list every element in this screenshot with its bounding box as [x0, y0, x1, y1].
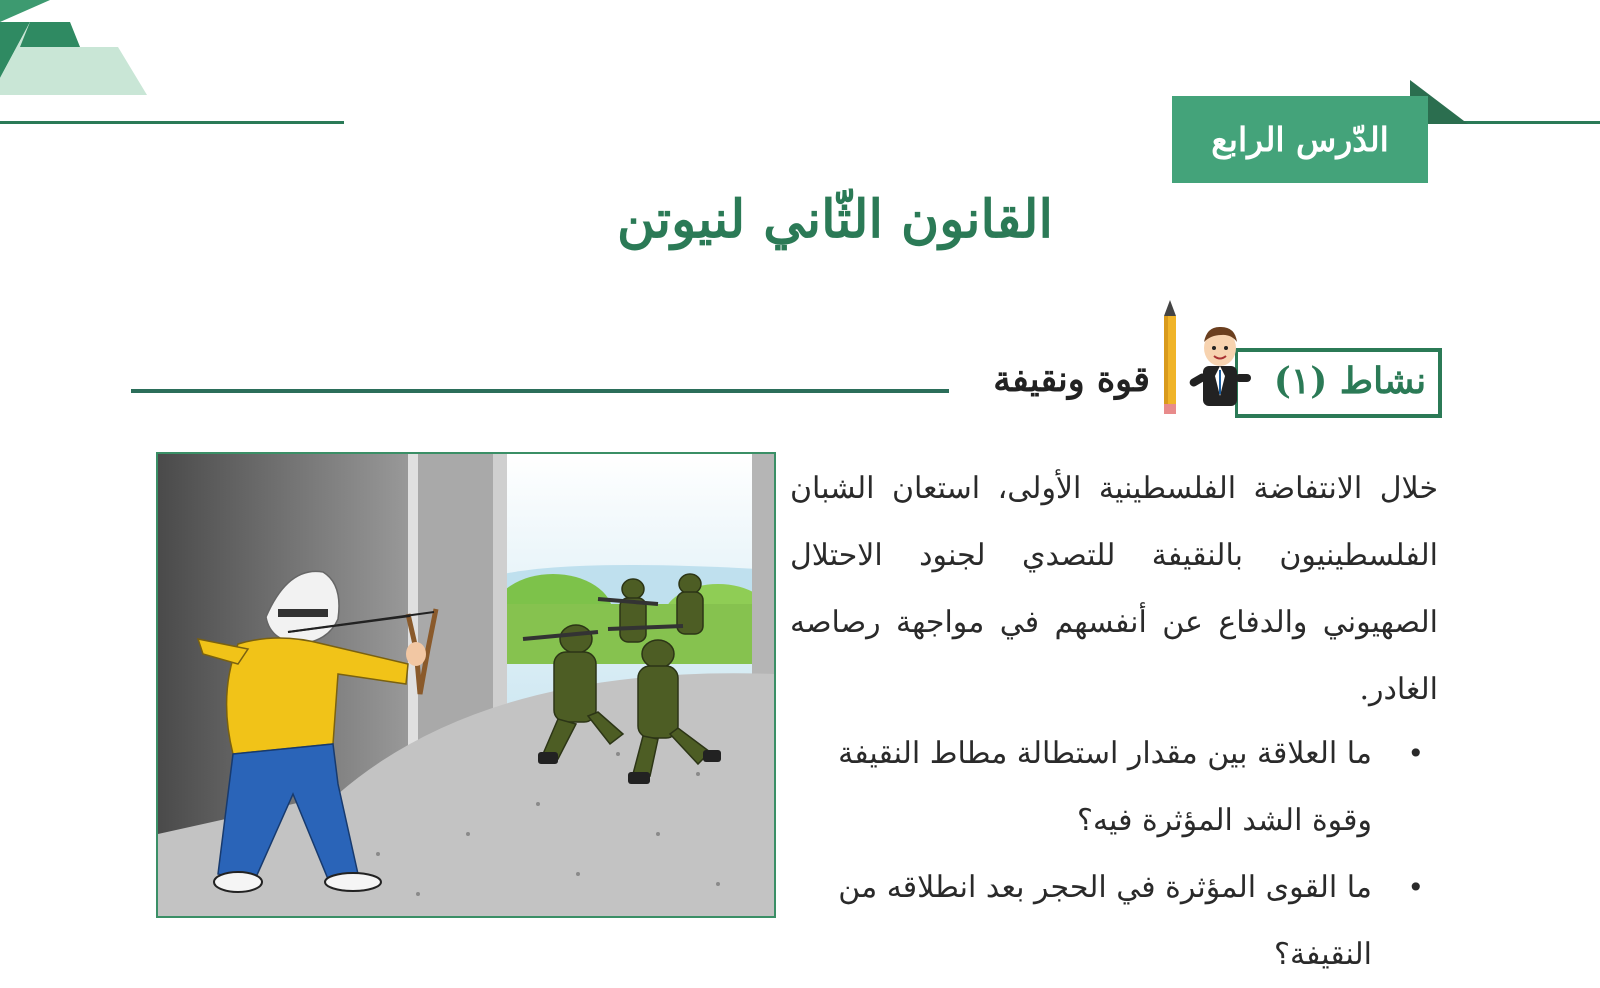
corner-decoration — [0, 0, 150, 100]
question-text: ما العلاقة بين مقدار استطالة مطاط النقيفة وقوة الشد المؤثرة فيه؟ — [838, 736, 1372, 838]
question-text: ما القوى المؤثرة في الحجر بعد انطلاقه من النقيفة؟ — [838, 870, 1372, 972]
question-list — [820, 720, 1440, 988]
page-title: القانون الثّاني لنيوتن — [617, 189, 1053, 250]
question-item — [820, 854, 1440, 988]
activity-label: نشاط (١) — [1273, 360, 1427, 402]
mascot-icon — [1185, 318, 1255, 418]
activity-paragraph: خلال الانتفاضة الفلسطينية الأولى، استعان الشبان الفلسطينيون بالنقيفة للتصدي لجنود الاحتلال الصهيوني والدفاع عن أنفسهم في مواجهة رصاصه الغادر. — [790, 471, 1438, 707]
activity-title-rule — [131, 389, 949, 393]
lesson-label: الدّرس الرابع — [1172, 96, 1428, 183]
bullet-icon: • — [1407, 737, 1424, 770]
question-item — [820, 720, 1440, 854]
activity-title: قوة ونقيفة — [993, 359, 1150, 400]
illustration-drawing — [158, 454, 774, 916]
top-left-rule — [0, 121, 344, 124]
bullet-icon: • — [1407, 871, 1424, 904]
slingshot-illustration — [156, 452, 776, 918]
